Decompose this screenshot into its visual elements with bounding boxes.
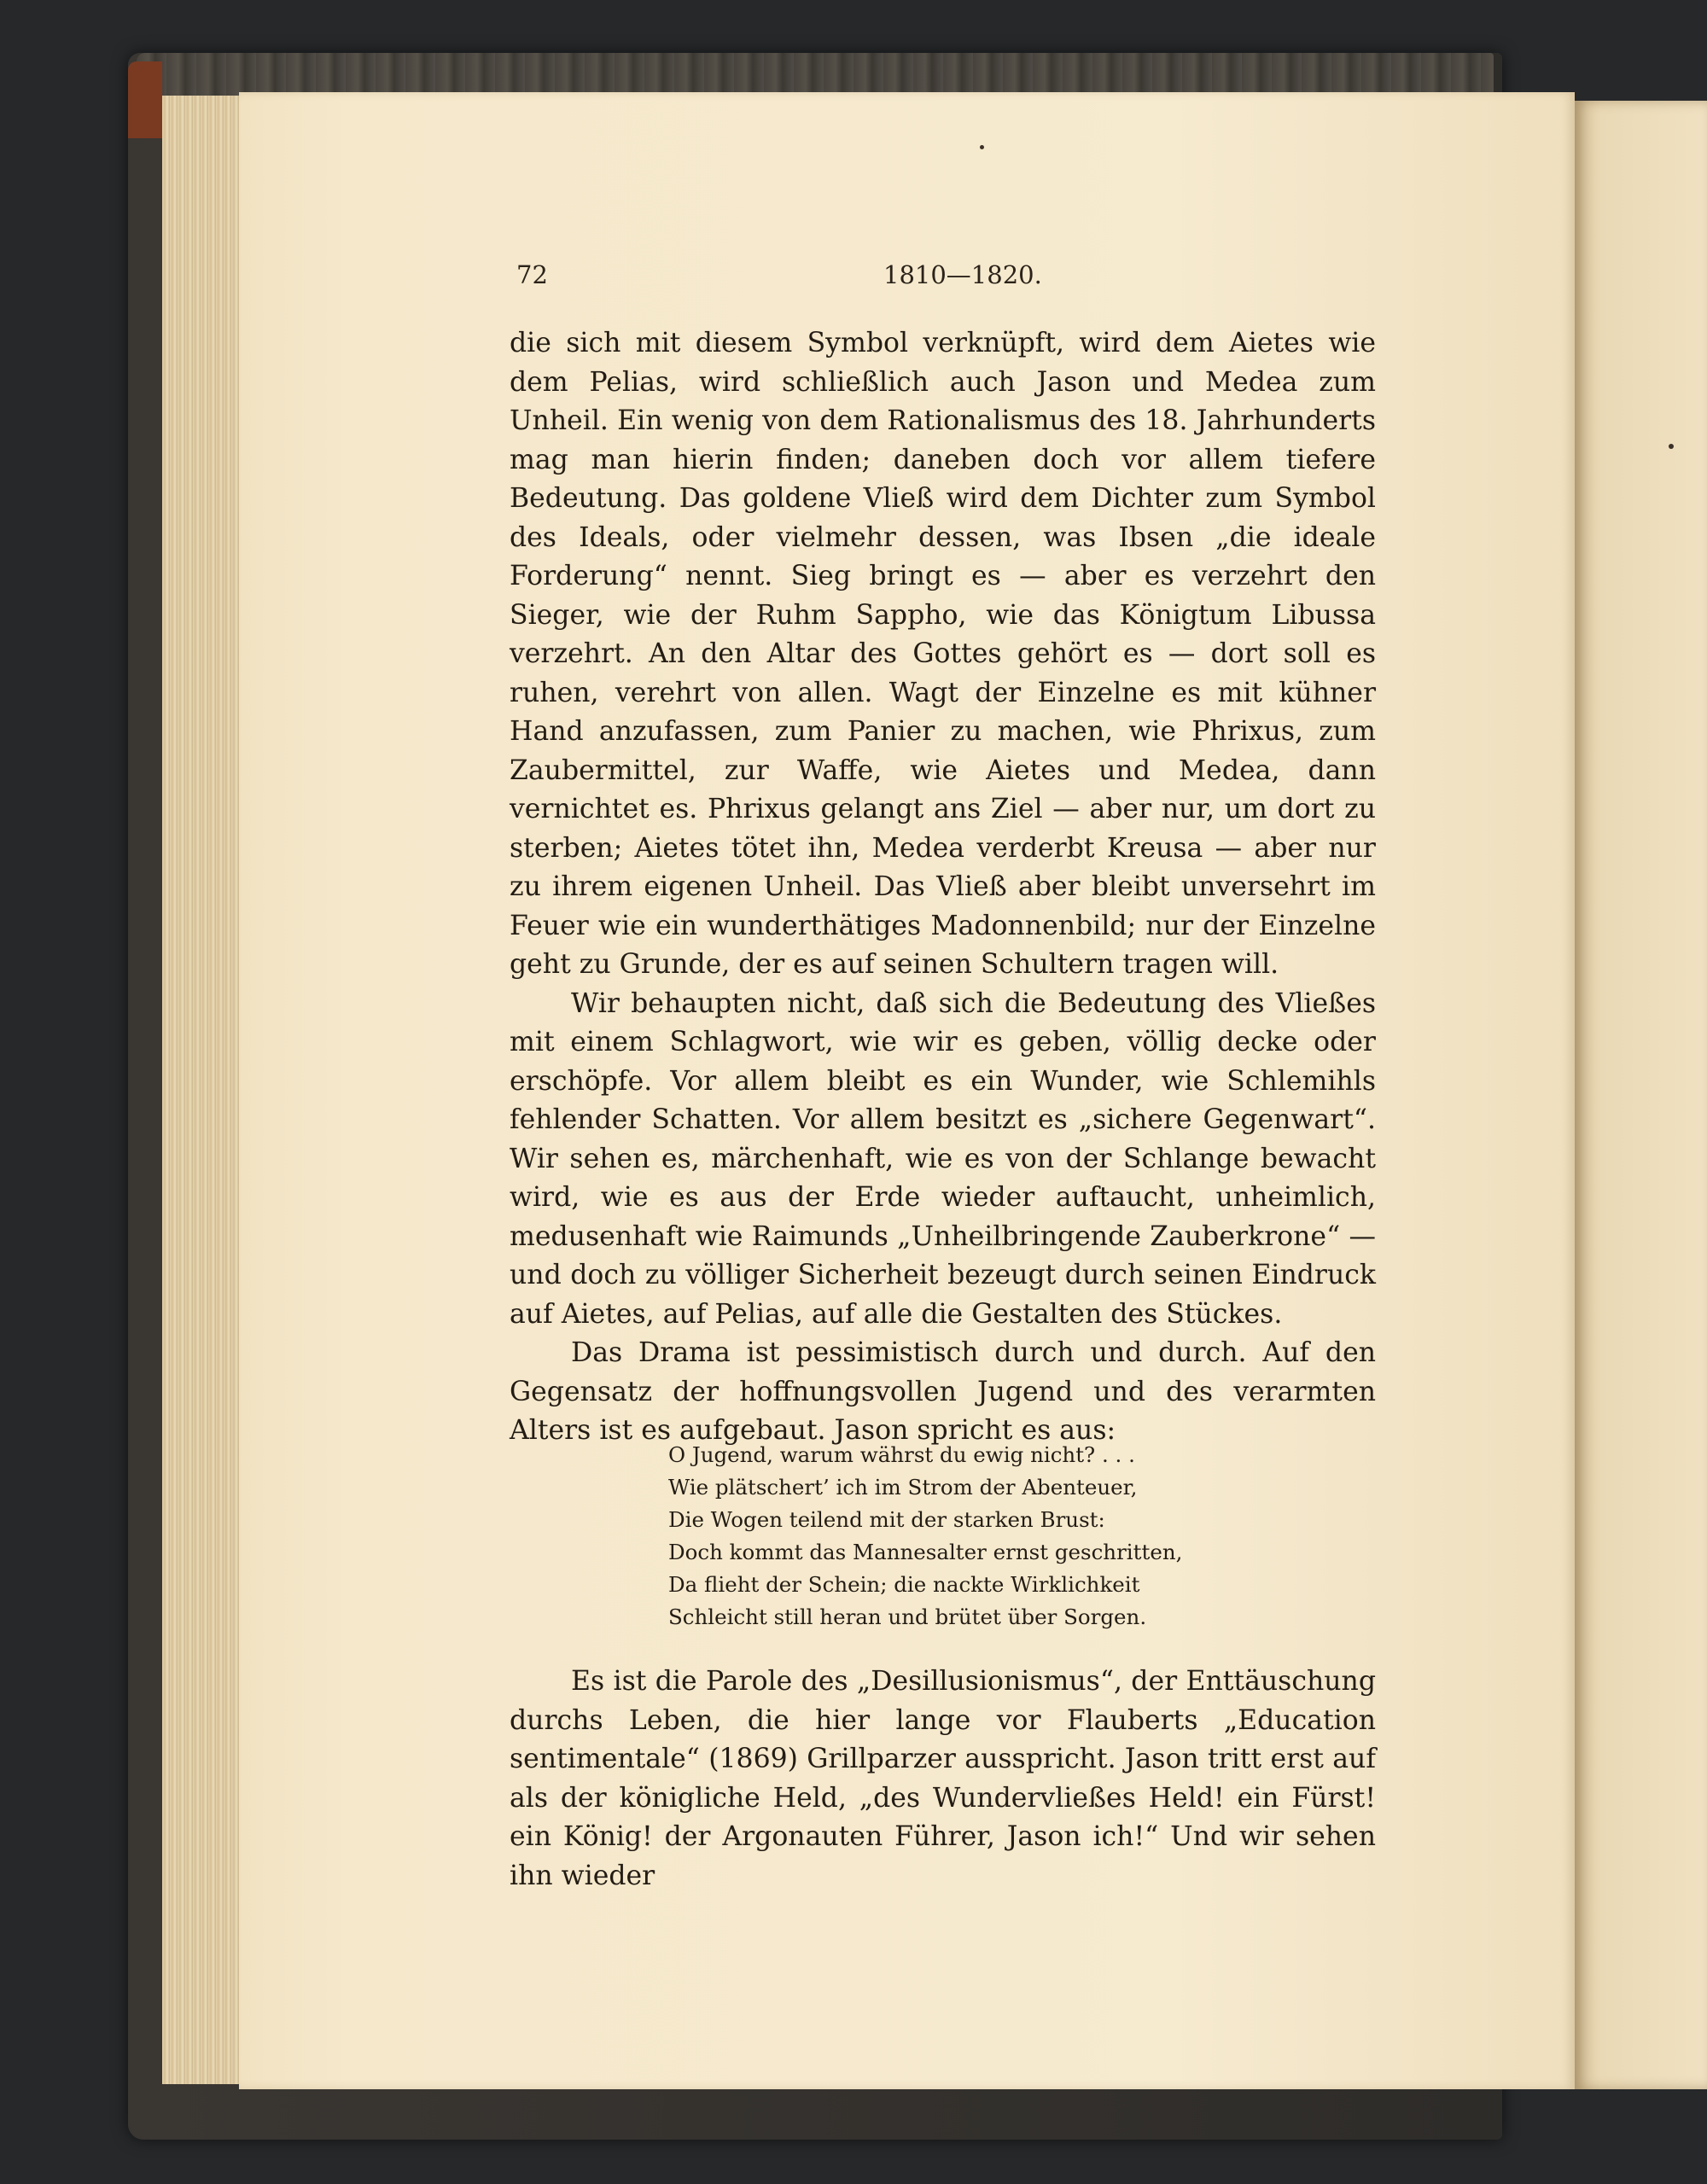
verse-line-1: O Jugend, warum währst du ewig nicht? . . .	[668, 1442, 1135, 1467]
book-cover-corner	[128, 61, 162, 138]
page-number: 72	[516, 260, 548, 289]
verse-line-5: Da flieht der Schein; die nackte Wirklichkeit	[668, 1572, 1140, 1597]
verse-line-3: Die Wogen teilend mit der starken Brust:	[668, 1507, 1105, 1532]
verse-line-2: Wie plätschert’ ich im Strom der Abenteuer,	[668, 1475, 1138, 1500]
running-title: 1810—1820.	[883, 260, 1042, 289]
paragraph-2: Wir behaupten nicht, daß sich die Bedeutung des Vließes mit einem Schlagwort, wie wir es geben, völlig decke oder erschöpfe. Vor allem bleibt es ein Wunder, wie Schlemihls fehlender Schatten. Vor allem besitzt es „sichere Gegenwart“. Wir sehen es, märchenhaft, wie es von der Schlange bewacht wird, wie es aus der Erde wieder auftaucht, unheimlich, medusenhaft wie Raimunds „Unheilbringende Zauberkrone“ — und doch zu völliger Sicherheit bezeugt durch seinen Eindruck auf Aietes, auf Pelias, auf alle die Gestalten des Stückes.	[510, 987, 1376, 1330]
running-header	[516, 260, 1370, 294]
closing-text-block	[510, 1663, 1376, 1896]
verse-line-4: Doch kommt das Mannesalter ernst geschritten,	[668, 1540, 1183, 1564]
paper-speck	[1669, 444, 1674, 449]
verse-quote	[668, 1439, 1182, 1634]
paragraph-3: Das Drama ist pessimistisch durch und durch. Auf den Gegensatz der hoffnungsvollen Jugend und des verarmten Alters ist es aufgebaut. Jason spricht es aus:	[510, 1337, 1376, 1446]
paper-speck	[980, 145, 984, 149]
paragraph-1: die sich mit diesem Symbol verknüpft, wird dem Aietes wie dem Pelias, wird schließlich auch Jason und Medea zum Unheil. Ein wenig von dem Rationalismus des 18. Jahrhunderts mag man hierin finden; daneben doch vor allem tiefere Bedeutung. Das goldene Vließ wird dem Dichter zum Symbol des Ideals, oder vielmehr dessen, was Ibsen „die ideale Forderung“ nennt. Sieg bringt es — aber es verzehrt den Sieger, wie der Ruhm Sappho, wie das Königtum Libussa verzehrt. An den Altar des Gottes gehört es — dort soll es ruhen, verehrt von allen. Wagt der Einzelne es mit kühner Hand anzufassen, zum Panier zu machen, wie Phrixus, zum Zaubermittel, zur Waffe, wie Aietes und Medea, dann vernichtet es. Phrixus gelangt ans Ziel — aber nur, um dort zu sterben; Aietes tötet ihn, Medea verderbt Kreusa — aber nur zu ihrem eigenen Unheil. Das Vließ aber bleibt unversehrt im Feuer wie ein wunderthätiges Madonnenbild; nur der Einzelne geht zu Grunde, der es auf seinen Schultern tragen will.	[510, 328, 1376, 980]
facing-page-edge	[1575, 101, 1707, 2089]
page-stack-edges	[162, 96, 245, 2084]
paragraph-4: Es ist die Parole des „Desillusionismus“, der Enttäuschung durchs Leben, die hier lange vor Flauberts „Education sentimentale“ (1869) Grillparzer ausspricht. Jason tritt erst auf als der königliche Held, „des Wundervließes Held! ein Fürst! ein König! der Argonauten Führer, Jason ich!“ Und wir sehen ihn wieder	[510, 1666, 1376, 1891]
main-text-block	[510, 324, 1376, 1451]
verse-line-6: Schleicht still heran und brütet über Sorgen.	[668, 1605, 1147, 1629]
